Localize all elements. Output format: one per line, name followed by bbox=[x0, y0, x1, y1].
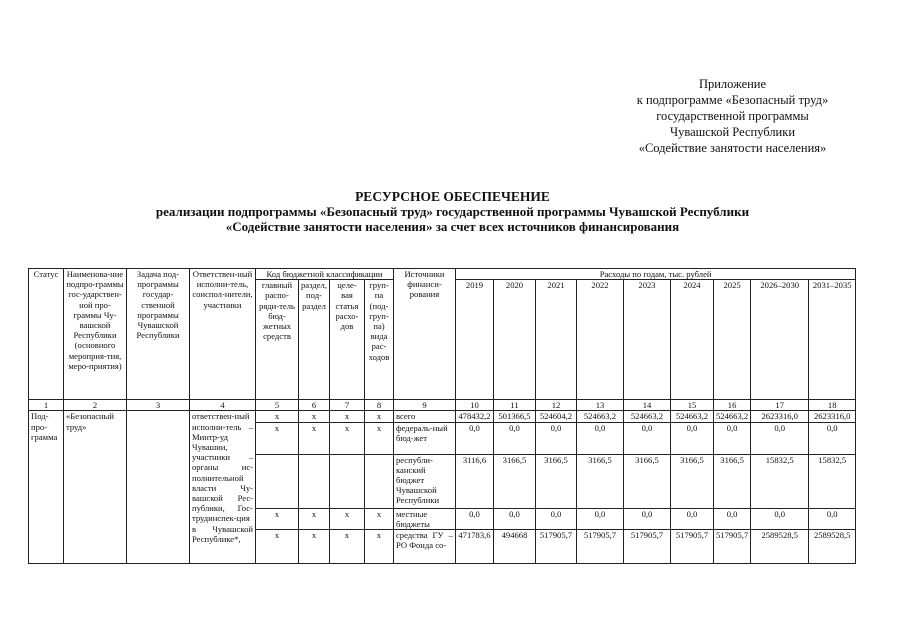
value-cell: 524663,2 bbox=[670, 411, 713, 422]
value-cell: 3166,5 bbox=[493, 454, 535, 508]
column-number: 6 bbox=[299, 400, 330, 411]
header-section: раздел, под-раздел bbox=[299, 280, 330, 400]
column-number: 5 bbox=[256, 400, 299, 411]
value-cell: 0,0 bbox=[576, 422, 623, 454]
column-number: 12 bbox=[535, 400, 576, 411]
value-cell: 0,0 bbox=[535, 422, 576, 454]
value-cell: 478432,2 bbox=[455, 411, 493, 422]
value-cell: 3166,5 bbox=[670, 454, 713, 508]
column-number-row bbox=[29, 400, 856, 411]
value-cell: 0,0 bbox=[713, 508, 750, 529]
header-year: 2020 bbox=[493, 280, 535, 400]
value-cell: 524604,2 bbox=[535, 411, 576, 422]
header-status: Статус bbox=[29, 269, 64, 400]
value-cell: 0,0 bbox=[809, 508, 856, 529]
header-responsible: Ответствен-ный исполни-тель, соиспол-нители, участники bbox=[190, 269, 256, 400]
column-number: 17 bbox=[751, 400, 809, 411]
value-cell: 0,0 bbox=[455, 422, 493, 454]
document-title bbox=[60, 189, 845, 234]
appendix-line: государственной программы bbox=[656, 109, 809, 123]
code-cell: x bbox=[364, 530, 393, 564]
source-cell: всего bbox=[393, 411, 455, 422]
value-cell: 0,0 bbox=[623, 508, 670, 529]
value-cell: 2589528,5 bbox=[809, 530, 856, 564]
value-cell: 15832,5 bbox=[809, 454, 856, 508]
value-cell: 0,0 bbox=[576, 508, 623, 529]
row-responsible: ответствен-ный исполни-тель – Минтр-уд Чувашии, участники – органы ис-полнительной власти Чу-вашской Рес-публики, Гос-трудинспек-ция в Чувашской Республике*, bbox=[190, 411, 256, 564]
header-year: 2024 bbox=[670, 280, 713, 400]
header-target: целе-вая статья расхо-дов bbox=[329, 280, 364, 400]
value-cell: 517905,7 bbox=[623, 530, 670, 564]
value-cell: 3116,6 bbox=[455, 454, 493, 508]
header-year: 2026–2030 bbox=[751, 280, 809, 400]
source-cell: республи-канский бюджет Чувашской Республики bbox=[393, 454, 455, 508]
value-cell: 494668 bbox=[493, 530, 535, 564]
appendix-line: к подпрограмме «Безопасный труд» bbox=[636, 93, 829, 107]
value-cell: 501366,5 bbox=[493, 411, 535, 422]
source-cell: федераль-ный бюд-жет bbox=[393, 422, 455, 454]
title-line: «Содействие занятости населения» за счет всех источников финансирования bbox=[225, 219, 680, 234]
value-cell: 517905,7 bbox=[670, 530, 713, 564]
source-cell: средства ГУ – РО Фонда со- bbox=[393, 530, 455, 564]
value-cell: 3166,5 bbox=[576, 454, 623, 508]
value-cell: 524663,2 bbox=[623, 411, 670, 422]
header-budget-code: Код бюджетной классификации bbox=[256, 269, 394, 280]
code-cell: x bbox=[299, 508, 330, 529]
value-cell: 0,0 bbox=[751, 422, 809, 454]
code-cell bbox=[364, 454, 393, 508]
header-grbs: главный распо-ряди-тель бюд-жетных средств bbox=[256, 280, 299, 400]
value-cell: 0,0 bbox=[751, 508, 809, 529]
column-number: 3 bbox=[127, 400, 190, 411]
value-cell: 0,0 bbox=[623, 422, 670, 454]
column-number: 4 bbox=[190, 400, 256, 411]
header-expenses: Расходы по годам, тыс. рублей bbox=[455, 269, 855, 280]
header-group: груп-па (под-груп-па) вида рас-ходов bbox=[364, 280, 393, 400]
header-task: Задача под-программы государ-ственной программы Чувашской Республики bbox=[127, 269, 190, 400]
value-cell: 3166,5 bbox=[713, 454, 750, 508]
column-number: 1 bbox=[29, 400, 64, 411]
code-cell: x bbox=[364, 411, 393, 422]
value-cell: 524663,2 bbox=[713, 411, 750, 422]
resource-table bbox=[28, 268, 856, 564]
header-name: Наименова-ние подпро-граммы гос-ударствен-ной про-граммы Чу-вашской Республики (основного мероприя-тия, меро-приятия) bbox=[64, 269, 127, 400]
value-cell: 2589528,5 bbox=[751, 530, 809, 564]
column-number: 18 bbox=[809, 400, 856, 411]
value-cell: 3166,5 bbox=[623, 454, 670, 508]
value-cell: 2623316,0 bbox=[751, 411, 809, 422]
source-cell: местные бюджеты bbox=[393, 508, 455, 529]
value-cell: 15832,5 bbox=[751, 454, 809, 508]
value-cell: 0,0 bbox=[455, 508, 493, 529]
value-cell: 0,0 bbox=[493, 508, 535, 529]
header-sources: Источники финанси-рования bbox=[393, 269, 455, 400]
value-cell: 517905,7 bbox=[576, 530, 623, 564]
code-cell bbox=[329, 454, 364, 508]
row-name: «Безопасный труд» bbox=[64, 411, 127, 564]
value-cell: 0,0 bbox=[670, 422, 713, 454]
value-cell: 0,0 bbox=[493, 422, 535, 454]
column-number: 16 bbox=[713, 400, 750, 411]
appendix-line: «Содействие занятости населения» bbox=[638, 141, 827, 155]
code-cell: x bbox=[329, 508, 364, 529]
column-number: 10 bbox=[455, 400, 493, 411]
code-cell: x bbox=[364, 422, 393, 454]
code-cell: x bbox=[329, 530, 364, 564]
code-cell: x bbox=[256, 411, 299, 422]
code-cell bbox=[256, 454, 299, 508]
title-line: РЕСУРСНОЕ ОБЕСПЕЧЕНИЕ bbox=[355, 189, 550, 204]
value-cell: 2623316,0 bbox=[809, 411, 856, 422]
value-cell: 0,0 bbox=[670, 508, 713, 529]
column-number: 2 bbox=[64, 400, 127, 411]
code-cell: x bbox=[299, 411, 330, 422]
header-year: 2021 bbox=[535, 280, 576, 400]
column-number: 11 bbox=[493, 400, 535, 411]
value-cell: 0,0 bbox=[713, 422, 750, 454]
appendix-block bbox=[600, 76, 865, 156]
code-cell: x bbox=[256, 422, 299, 454]
appendix-line: Чувашской Республики bbox=[669, 125, 796, 139]
column-number: 7 bbox=[329, 400, 364, 411]
row-task bbox=[127, 411, 190, 564]
column-number: 13 bbox=[576, 400, 623, 411]
value-cell: 0,0 bbox=[809, 422, 856, 454]
code-cell: x bbox=[364, 508, 393, 529]
code-cell: x bbox=[299, 422, 330, 454]
code-cell: x bbox=[256, 530, 299, 564]
code-cell: x bbox=[256, 508, 299, 529]
column-number: 15 bbox=[670, 400, 713, 411]
row-status: Под-про-грамма bbox=[29, 411, 64, 564]
appendix-line: Приложение bbox=[698, 77, 767, 91]
title-line: реализации подпрограммы «Безопасный труд» государственной программы Чувашской Республики bbox=[155, 204, 750, 219]
code-cell: x bbox=[329, 422, 364, 454]
code-cell: x bbox=[329, 411, 364, 422]
code-cell bbox=[299, 454, 330, 508]
value-cell: 471783,6 bbox=[455, 530, 493, 564]
column-number: 8 bbox=[364, 400, 393, 411]
header-year: 2019 bbox=[455, 280, 493, 400]
header-year: 2023 bbox=[623, 280, 670, 400]
header-year: 2031–2035 bbox=[809, 280, 856, 400]
value-cell: 524663,2 bbox=[576, 411, 623, 422]
header-year: 2025 bbox=[713, 280, 750, 400]
header-year: 2022 bbox=[576, 280, 623, 400]
value-cell: 517905,7 bbox=[535, 530, 576, 564]
column-number: 14 bbox=[623, 400, 670, 411]
table-row bbox=[29, 411, 856, 422]
value-cell: 517905,7 bbox=[713, 530, 750, 564]
code-cell: x bbox=[299, 530, 330, 564]
column-number: 9 bbox=[393, 400, 455, 411]
value-cell: 0,0 bbox=[535, 508, 576, 529]
value-cell: 3166,5 bbox=[535, 454, 576, 508]
